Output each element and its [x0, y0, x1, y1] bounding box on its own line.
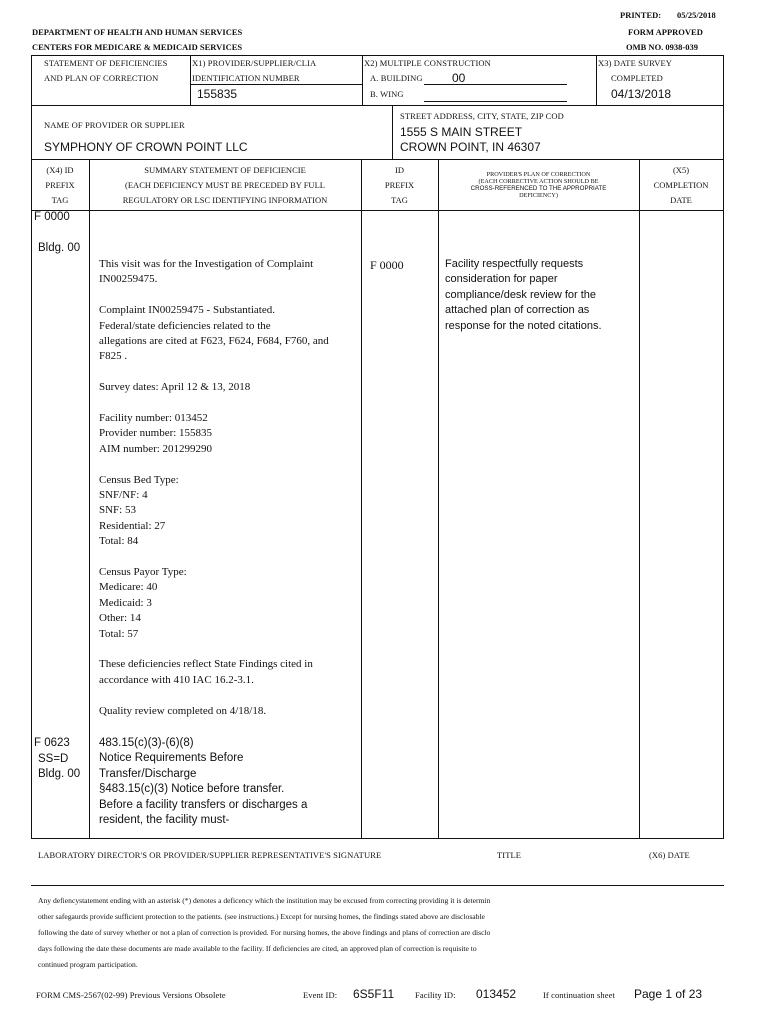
facility-id-label: Facility ID:	[415, 990, 456, 1000]
form-approved: FORM APPROVED	[628, 27, 703, 37]
x3-label-line2: COMPLETED	[611, 73, 663, 83]
agency-line1: DEPARTMENT OF HEALTH AND HUMAN SERVICES	[32, 27, 243, 37]
summary-statement	[99, 257, 359, 734]
facility-id-value: 013452	[476, 987, 517, 1001]
summary-paragraph: This visit was for the Investigation of Complaint IN00259475.	[99, 258, 314, 286]
x1-label-line1: X1) PROVIDER/SUPPLIER/CLIA	[192, 58, 317, 68]
x6-date-label: (X6) DATE	[649, 850, 690, 860]
event-id-value: 6S5F11	[353, 987, 395, 1001]
bldg-label-1: Bldg. 00	[38, 242, 81, 254]
statement-title-line2: AND PLAN OF CORRECTION	[44, 73, 159, 83]
x2-label: X2) MULTIPLE CONSTRUCTION	[364, 58, 491, 68]
bldg-label-2: Bldg. 00	[38, 768, 81, 780]
summary-paragraph: Survey dates: April 12 & 13, 2018	[99, 381, 251, 394]
tag-f0623: F 0623	[34, 737, 70, 749]
summary-f0623: 483.15(c)(3)-(6)(8) Notice Requirements Before Transfer/Discharge §483.15(c)(3) Notice before transfer. Before a facility transfers or discharges a resident, the facility must-	[99, 737, 308, 827]
provider-name-label: NAME OF PROVIDER OR SUPPLIER	[44, 120, 185, 130]
wing-label: B. WING	[370, 89, 404, 99]
building-label: A. BUILDING	[370, 73, 423, 83]
agency-line2: CENTERS FOR MEDICARE & MEDICAID SERVICES	[32, 42, 243, 52]
id-prefix-f0000: F 0000	[370, 258, 404, 272]
page-number: Page 1 of 23	[634, 987, 703, 1001]
x1-label-line2: IDENTIFICATION NUMBER	[192, 73, 300, 83]
x4-header: (X4) ID PREFIX TAG	[45, 165, 75, 205]
x3-label-line1: X3) DATE SURVEY	[598, 58, 673, 68]
disclosure-footnote: Any defiencystatement ending with an asterisk (*) denotes a deficency which the institution may be excused from correcting providing it is determin other safegaurds provide sufficient protection to the patients. (see instructions.) Except for nursing homes, the findings stated above are disclosable following the date of survey whether or not a plan of correction is provided. For nursing homes, the above findings and plans of correction are disclo days following the date these documents are made available to the facility. If deficiencies are cited, an approved plan of correction is requisite to continued program participation.	[38, 896, 491, 969]
survey-completed-date: 04/13/2018	[611, 87, 672, 101]
provider-clia-number: 155835	[197, 87, 238, 101]
title-label: TITLE	[497, 850, 522, 860]
summary-paragraph: Complaint IN00259475 - Substantiated. Federal/state deficiencies related to the allegations are cited at F623, F624, F684, F760, and F825 .	[99, 304, 329, 363]
summary-header: SUMMARY STATEMENT OF DEFICIENCIE (EACH DEFICIENCY MUST BE PRECEDED BY FULL REGULATORY OR LSC IDENTIFYING INFORMATION	[122, 165, 328, 205]
tag-f0000: F 0000	[34, 211, 70, 223]
id-prefix-header: ID PREFIX TAG	[384, 165, 415, 205]
address-city: CROWN POINT, IN 46307	[400, 140, 541, 154]
statement-title-line1: STATEMENT OF DEFICIENCIES	[44, 58, 168, 68]
x5-header: (X5) COMPLETION DATE	[653, 165, 709, 205]
plan-header: PROVIDER'S PLAN OF CORRECTION (EACH CORRECTIVE ACTION SHOULD BE CROSS-REFERENCED TO THE APPROPRIATE DEFICIENCY)	[470, 171, 607, 199]
address-street: 1555 S MAIN STREET	[400, 125, 523, 139]
event-id-label: Event ID:	[303, 990, 338, 1000]
printed-date: 05/25/2018	[677, 10, 716, 20]
summary-paragraph: Census Bed Type: SNF/NF: 4 SNF: 53 Residential: 27 Total: 84	[99, 473, 179, 548]
building-value: 00	[452, 71, 466, 85]
summary-paragraph: Quality review completed on 4/18/18.	[99, 704, 267, 717]
address-label: STREET ADDRESS, CITY, STATE, ZIP COD	[400, 111, 564, 121]
form-number: FORM CMS-2567(02-99) Previous Versions Obsolete	[36, 990, 226, 1000]
summary-paragraph: Facility number: 013452 Provider number: 155835 AIM number: 201299290	[99, 412, 213, 455]
signature-label: LABORATORY DIRECTOR'S OR PROVIDER/SUPPLIER REPRESENTATIVE'S SIGNATURE	[38, 850, 382, 860]
printed-label: PRINTED:	[620, 10, 662, 20]
provider-name-value: SYMPHONY OF CROWN POINT LLC	[44, 140, 248, 154]
continuation-label: If continuation sheet	[543, 990, 615, 1000]
scope-severity: SS=D	[38, 753, 69, 765]
summary-paragraph: Census Payor Type: Medicare: 40 Medicaid: 3 Other: 14 Total: 57	[99, 566, 187, 640]
omb-number: OMB NO. 0938-039	[626, 42, 699, 52]
plan-of-correction-text: Facility respectfully requests consideration for paper compliance/desk review for the attached plan of correction as response for the noted citations.	[445, 258, 602, 332]
summary-paragraph: These deficiencies reflect State Findings cited in accordance with 410 IAC 16.2-3.1.	[99, 658, 313, 686]
